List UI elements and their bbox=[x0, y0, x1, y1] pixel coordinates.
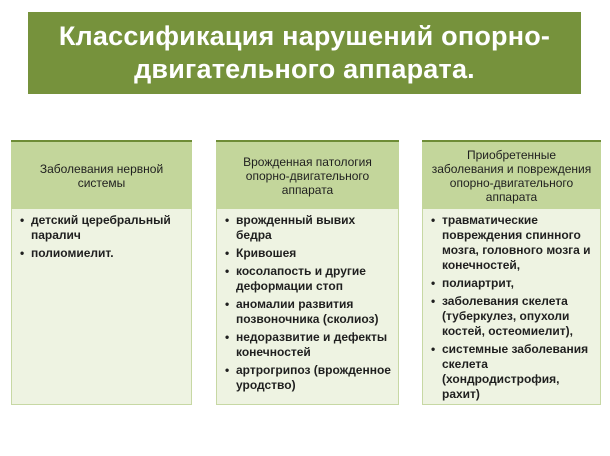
item-text: недоразвитие и дефекты конечностей bbox=[236, 330, 388, 359]
column-body bbox=[216, 209, 399, 405]
title-line-1: Классификация нарушений опорно- bbox=[58, 21, 551, 51]
list-item bbox=[223, 330, 392, 360]
list-item bbox=[429, 294, 594, 339]
item-text: полиомиелит. bbox=[31, 246, 114, 260]
title-banner bbox=[28, 12, 581, 94]
list-item bbox=[429, 276, 594, 291]
item-text: артрогрипоз (врожденное уродство) bbox=[236, 363, 391, 392]
bullet-icon: • bbox=[225, 363, 230, 377]
column-header: Приобретенные заболевания и повреждения опорно-двигательного аппарата bbox=[422, 140, 601, 209]
bullet-icon: • bbox=[225, 213, 230, 227]
title-line-2: двигательного аппарата. bbox=[134, 54, 475, 84]
list-item bbox=[223, 264, 392, 294]
item-text: полиартрит, bbox=[442, 276, 515, 290]
item-list bbox=[429, 213, 594, 402]
list-item bbox=[429, 342, 594, 402]
list-item bbox=[18, 213, 185, 243]
bullet-icon: • bbox=[431, 342, 436, 356]
column-header: Врожденная патология опорно-двигательного аппарата bbox=[216, 140, 399, 209]
bullet-icon: • bbox=[225, 297, 230, 311]
list-item bbox=[223, 363, 392, 393]
list-item bbox=[223, 297, 392, 327]
list-item bbox=[223, 246, 392, 261]
list-item bbox=[18, 246, 185, 261]
item-text: врожденный вывих бедра bbox=[236, 213, 356, 242]
bullet-icon: • bbox=[20, 213, 25, 227]
bullet-icon: • bbox=[225, 330, 230, 344]
bullet-icon: • bbox=[225, 264, 230, 278]
bullet-icon: • bbox=[225, 246, 230, 260]
item-text: Кривошея bbox=[236, 246, 297, 260]
column-header: Заболевания нервной системы bbox=[11, 140, 192, 209]
item-text: косолапость и другие деформации стоп bbox=[236, 264, 366, 293]
bullet-icon: • bbox=[431, 213, 436, 227]
bullet-icon: • bbox=[431, 294, 436, 308]
list-item bbox=[223, 213, 392, 243]
bullet-icon: • bbox=[431, 276, 436, 290]
item-text: заболевания скелета (туберкулез, опухоли костей, остеомиелит), bbox=[442, 294, 573, 338]
column-body bbox=[422, 209, 601, 405]
page-title bbox=[59, 20, 550, 86]
bullet-icon: • bbox=[20, 246, 25, 260]
item-list bbox=[223, 213, 392, 393]
column-body bbox=[11, 209, 192, 405]
item-text: детский церебральный паралич bbox=[31, 213, 171, 242]
list-item bbox=[429, 213, 594, 273]
item-list bbox=[18, 213, 185, 261]
item-text: системные заболевания скелета (хондродистрофия, рахит) bbox=[442, 342, 589, 401]
item-text: травматические повреждения спинного мозга, головного мозга и конечностей, bbox=[442, 213, 591, 272]
item-text: аномалии развития позвоночника (сколиоз) bbox=[236, 297, 379, 326]
